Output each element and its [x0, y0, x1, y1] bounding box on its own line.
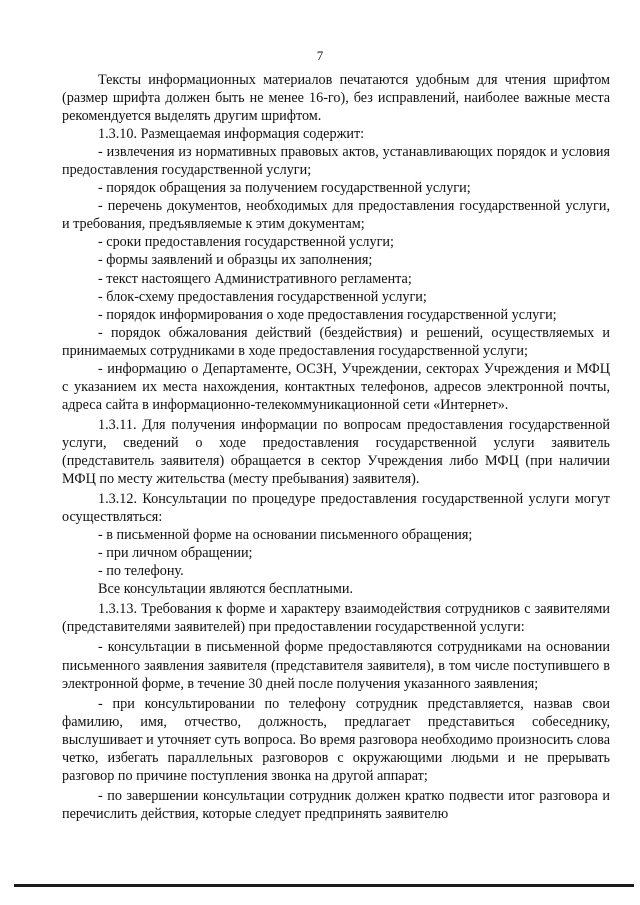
paragraph-1-3-11: 1.3.11. Для получения информации по вопросам предоставления государственной услуги, сведений о ходе предоставления государственной услуги заявитель (представитель заявителя) обращается в сектор Учреждения либо МФЦ (при наличии МФЦ по месту жительства (месту пребывания) заявителя). — [62, 416, 610, 488]
list-item: - порядок информирования о ходе предоставления государственной услуги; — [98, 306, 557, 323]
list-item: - перечень документов, необходимых для предоставления государственной услуги, и требования, предъявляемые к этим документам; — [62, 198, 610, 233]
paragraph-1-3-12: 1.3.12. Консультации по процедуре предоставления государственной услуги могут осуществляться: — [62, 491, 610, 526]
list-item: - по завершении консультации сотрудник должен кратко подвести итог разговора и перечислить действия, которые следует предпринять заявителю — [62, 787, 610, 822]
list-item: - текст настоящего Административного регламента; — [98, 270, 412, 287]
list-item: - извлечения из нормативных правовых актов, устанавливающих порядок и условия предоставления государственной услуги; — [62, 144, 610, 179]
list-item: - по телефону. — [98, 563, 184, 580]
paragraph-free-consultations: Все консультации являются бесплатными. — [98, 581, 354, 598]
paragraph-1-3-13: 1.3.13. Требования к форме и характеру взаимодействия сотрудников с заявителями (представителями заявителей) при предоставлении государственной услуги: — [62, 601, 610, 636]
bottom-scan-edge — [14, 884, 634, 887]
list-item: - консультации в письменной форме предоставляются сотрудниками на основании письменного заявления заявителя (представителя заявителя), в том числе поступившего в электронной форме, в течение 30 дней после получения указанного заявления; — [62, 639, 610, 692]
list-item: - в письменной форме на основании письменного обращения; — [98, 527, 473, 544]
list-item: - сроки предоставления государственной услуги; — [98, 234, 394, 251]
list-item: - порядок обжалования действий (бездействия) и решений, осуществляемых и принимаемых сотрудниками в ходе предоставления государственной услуги; — [62, 324, 610, 359]
list-item: - формы заявлений и образцы их заполнения; — [98, 252, 373, 269]
list-item: - информацию о Департаменте, ОСЗН, Учреждении, секторах Учреждения и МФЦ с указанием их места нахождения, контактных телефонов, адресов электронной почты, адреса сайта в информационно-телекоммуникационной сети «Интернет». — [62, 360, 610, 413]
paragraph-1-3-10: 1.3.10. Размещаемая информация содержит: — [98, 126, 365, 143]
list-item: - порядок обращения за получением государственной услуги; — [98, 180, 471, 197]
list-item: - блок-схему предоставления государственной услуги; — [98, 288, 427, 305]
document-body — [62, 71, 610, 823]
paragraph-info-materials: Тексты информационных материалов печатаются удобным для чтения шрифтом (размер шрифта должен быть не менее 16-го), без исправлений, наиболее важные места рекомендуется выделять другим шрифтом. — [62, 72, 610, 125]
list-item: - при личном обращении; — [98, 545, 253, 562]
page-number: 7 — [316, 48, 324, 63]
list-item: - при консультировании по телефону сотрудник представляется, назвав свои фамилию, имя, отчество, должность, предлагает представиться собеседнику, выслушивает и уточняет суть вопроса. Во время разговора необходимо произносить слова четко, избегать параллельных разговоров с окружающими людьми и не прерывать разговор по причине поступления звонка на другой аппарат; — [62, 695, 610, 784]
